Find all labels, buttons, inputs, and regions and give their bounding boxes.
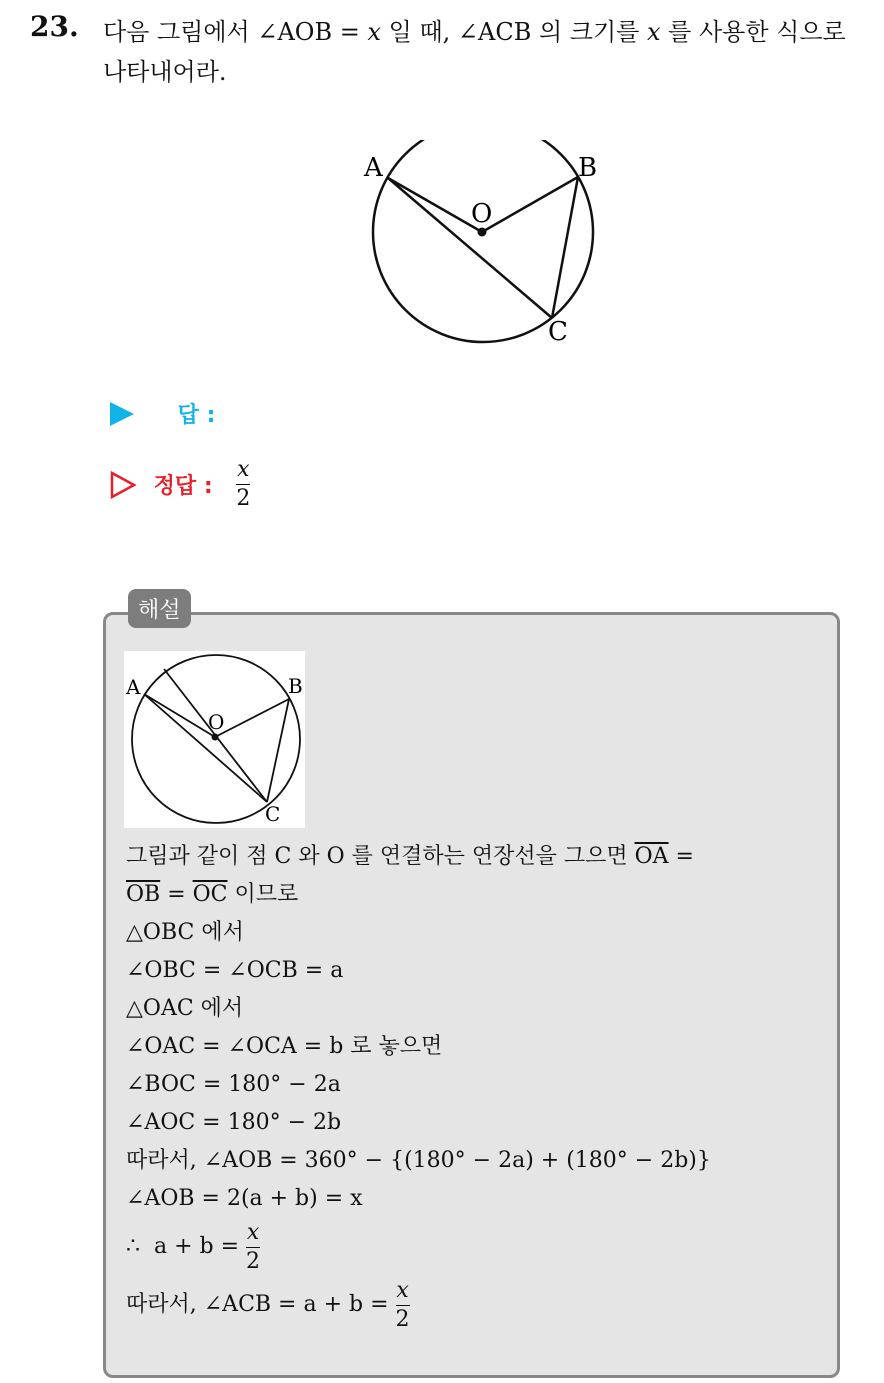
outline-triangle-icon — [110, 471, 136, 499]
solution-line-8: ∠AOC = 180° − 2b — [126, 1110, 342, 1135]
circle — [373, 140, 593, 342]
solution-segment-ac — [144, 694, 267, 802]
solution-label-b: B — [288, 674, 303, 698]
segment-ob-overline: $\overline{OB}$ — [126, 882, 161, 907]
label-c: C — [548, 317, 568, 347]
solution-center-point — [212, 734, 219, 741]
answer-label: 답 : — [177, 403, 216, 428]
problem-number: 23. — [30, 10, 79, 43]
solution-line-3: △OBC 에서 — [126, 920, 244, 945]
solution-segment-ao — [144, 694, 215, 737]
label-a: A — [364, 153, 383, 183]
filled-triangle-icon — [110, 402, 134, 426]
solution-line-7: ∠BOC = 180° − 2a — [126, 1072, 341, 1097]
solution-line-12-numerator: x — [396, 1277, 409, 1303]
segment-oc-overline: $\overline{OC}$ — [192, 882, 228, 907]
segment-oa-overline: $\overline{OA}$ — [634, 844, 669, 869]
fraction-denominator: 2 — [236, 486, 251, 511]
problem-text-before: 다음 그림에서 ∠AOB = — [103, 18, 368, 46]
problem-text-mid: 일 때, ∠ACB 의 크기를 — [381, 18, 647, 46]
fraction-bar — [236, 484, 250, 485]
solution-line-5: △OAC 에서 — [126, 996, 244, 1021]
solution-line-11-fraction — [246, 1221, 260, 1274]
solution-line-1-text: 그림과 같이 점 C 와 O 를 연결하는 연장선을 그으면 — [126, 844, 635, 869]
label-b: B — [578, 153, 598, 183]
solution-line-12-text: 따라서, ∠ACB = a + b = — [126, 1292, 396, 1317]
solution-line-12-fraction — [396, 1279, 410, 1332]
solution-line-1 — [126, 838, 831, 876]
fraction-numerator: x — [237, 457, 250, 482]
solution-text — [126, 838, 831, 1334]
solution-label-a: A — [126, 675, 141, 699]
solution-line-6: ∠OAC = ∠OCA = b 로 놓으면 — [126, 1034, 443, 1059]
segment-ob — [482, 177, 578, 232]
solution-line-9: 따라서, ∠AOB = 360° − {(180° − 2a) + (180° − 2b)} — [126, 1148, 711, 1173]
segment-bc — [552, 177, 578, 318]
solution-line-4: ∠OBC = ∠OCB = a — [126, 958, 344, 983]
solution-diagram — [124, 651, 305, 828]
solution-line-2-tail: 이므로 — [227, 882, 299, 907]
answer-blank-row — [110, 398, 215, 429]
solution-line-12 — [126, 1276, 831, 1334]
solution-label-o: O — [208, 710, 225, 734]
correct-answer-fraction — [236, 458, 250, 511]
solution-segment-ob — [215, 699, 289, 737]
solution-line-11-text: ∴ a + b = — [126, 1234, 247, 1259]
segment-ac — [388, 178, 552, 318]
problem-var-x-2: x — [646, 18, 661, 46]
solution-tag: 해설 — [128, 589, 191, 628]
correct-answer-row — [110, 458, 250, 511]
solution-line-2 — [126, 876, 831, 914]
solution-line-11-numerator: x — [246, 1219, 260, 1245]
problem-text-after: 를 사용한 식으로 나타내어라. — [103, 18, 846, 86]
solution-label-c: C — [265, 802, 281, 826]
segment-ao — [388, 178, 482, 232]
problem-text — [103, 12, 873, 92]
solution-line-2-eq: = — [160, 882, 193, 907]
solution-line-10: ∠AOB = 2(a + b) = x — [126, 1186, 363, 1211]
circle-diagram — [360, 140, 610, 350]
label-o: O — [471, 199, 493, 229]
problem-var-x-1: x — [367, 18, 382, 46]
solution-line-1-eq: = — [668, 844, 694, 869]
solution-line-12-bar — [396, 1305, 410, 1306]
solution-line-12-denominator: 2 — [395, 1306, 410, 1332]
solution-line-11-bar — [246, 1247, 260, 1248]
solution-line-11 — [126, 1218, 831, 1276]
solution-line-11-denominator: 2 — [246, 1248, 261, 1274]
correct-answer-label: 정답 : — [153, 474, 213, 499]
